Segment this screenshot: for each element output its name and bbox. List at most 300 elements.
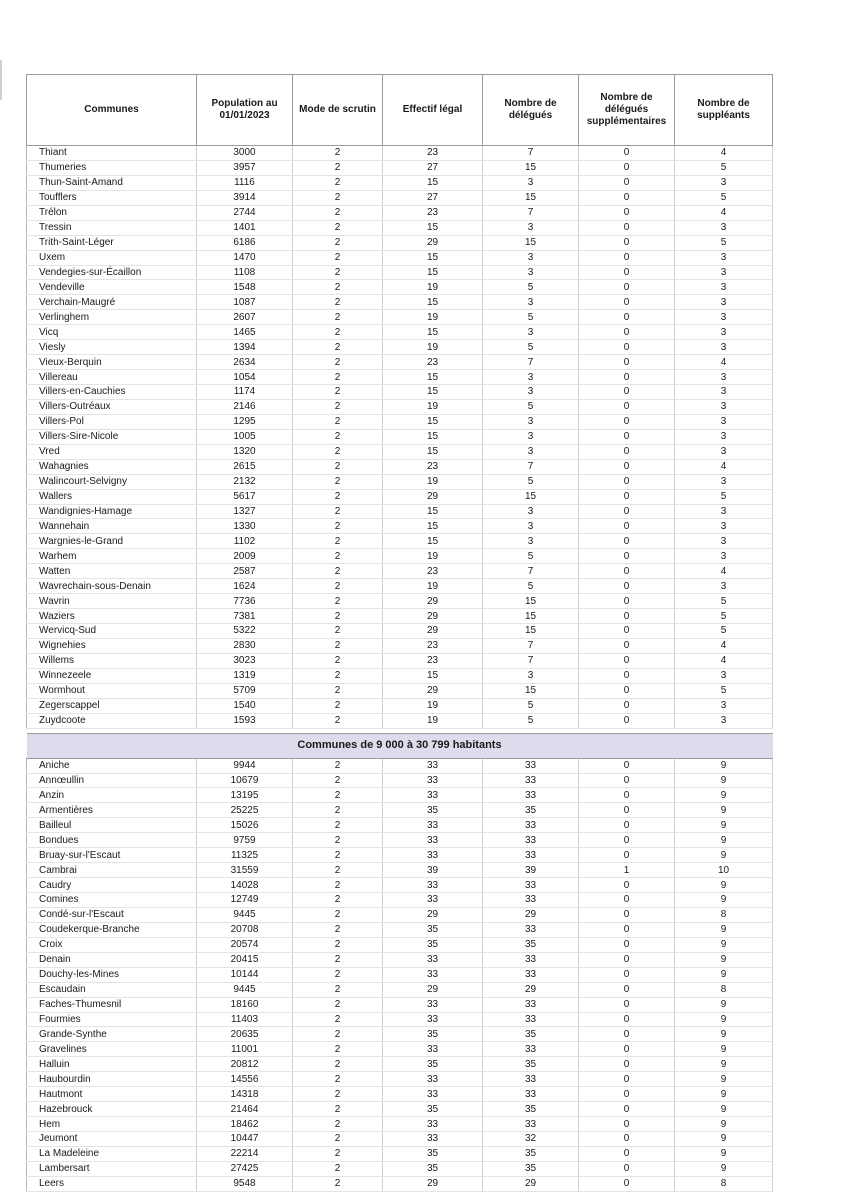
nombre-suppleants-cell: 4 — [675, 653, 773, 668]
population-cell: 1401 — [197, 220, 293, 235]
population-cell: 10679 — [197, 773, 293, 788]
nombre-suppleants-cell: 9 — [675, 1102, 773, 1117]
commune-name-cell: Coudekerque-Branche — [27, 922, 197, 937]
effectif-legal-cell: 29 — [383, 683, 483, 698]
mode-scrutin-cell: 2 — [293, 952, 383, 967]
nombre-delegues-cell: 3 — [483, 370, 579, 385]
mode-scrutin-cell: 2 — [293, 399, 383, 414]
population-cell: 2634 — [197, 355, 293, 370]
nombre-delegues-cell: 3 — [483, 175, 579, 190]
nombre-delegues-cell: 33 — [483, 893, 579, 908]
population-cell: 5617 — [197, 489, 293, 504]
nombre-delegues-cell: 35 — [483, 937, 579, 952]
nombre-suppleants-cell: 3 — [675, 250, 773, 265]
delegues-supplementaires-cell: 0 — [579, 1072, 675, 1087]
nombre-suppleants-cell: 9 — [675, 878, 773, 893]
effectif-legal-cell: 33 — [383, 1117, 483, 1132]
population-cell: 1540 — [197, 698, 293, 713]
mode-scrutin-cell: 2 — [293, 788, 383, 803]
delegues-supplementaires-cell: 0 — [579, 713, 675, 728]
nombre-delegues-cell: 33 — [483, 1042, 579, 1057]
nombre-suppleants-cell: 3 — [675, 444, 773, 459]
population-cell: 9445 — [197, 907, 293, 922]
mode-scrutin-cell: 2 — [293, 429, 383, 444]
commune-name-cell: Thiant — [27, 146, 197, 161]
nombre-suppleants-cell: 3 — [675, 698, 773, 713]
commune-name-cell: Vendegies-sur-Écaillon — [27, 265, 197, 280]
nombre-delegues-cell: 29 — [483, 907, 579, 922]
delegues-supplementaires-cell: 0 — [579, 668, 675, 683]
commune-name-cell: Wavrin — [27, 594, 197, 609]
nombre-delegues-cell: 3 — [483, 325, 579, 340]
population-cell: 2587 — [197, 564, 293, 579]
mode-scrutin-cell: 2 — [293, 474, 383, 489]
delegues-supplementaires-cell: 0 — [579, 399, 675, 414]
delegues-supplementaires-cell: 0 — [579, 340, 675, 355]
effectif-legal-cell: 19 — [383, 474, 483, 489]
nombre-delegues-cell: 3 — [483, 385, 579, 400]
delegues-supplementaires-cell: 0 — [579, 653, 675, 668]
commune-name-cell: Wandignies-Hamage — [27, 504, 197, 519]
commune-name-cell: Villers-Outréaux — [27, 399, 197, 414]
nombre-delegues-cell: 33 — [483, 997, 579, 1012]
population-cell: 2607 — [197, 310, 293, 325]
nombre-delegues-cell: 33 — [483, 1087, 579, 1102]
effectif-legal-cell: 33 — [383, 833, 483, 848]
commune-name-cell: Bailleul — [27, 818, 197, 833]
population-cell: 5709 — [197, 683, 293, 698]
nombre-delegues-cell: 5 — [483, 399, 579, 414]
commune-name-cell: Jeumont — [27, 1132, 197, 1147]
nombre-delegues-cell: 33 — [483, 952, 579, 967]
mode-scrutin-cell: 2 — [293, 146, 383, 161]
nombre-delegues-cell: 33 — [483, 1072, 579, 1087]
table-row — [27, 683, 773, 698]
commune-name-cell: Wargnies-le-Grand — [27, 534, 197, 549]
table-row — [27, 922, 773, 937]
nombre-delegues-cell: 15 — [483, 609, 579, 624]
nombre-suppleants-cell: 3 — [675, 175, 773, 190]
effectif-legal-cell: 15 — [383, 265, 483, 280]
nombre-suppleants-cell: 3 — [675, 414, 773, 429]
table-row — [27, 653, 773, 668]
header-delegues-supplementaires: Nombre de délégués supplémentaires — [579, 75, 675, 146]
table-row — [27, 833, 773, 848]
section-header-row — [27, 733, 773, 758]
delegues-supplementaires-cell: 0 — [579, 295, 675, 310]
table-row — [27, 504, 773, 519]
nombre-delegues-cell: 33 — [483, 878, 579, 893]
commune-name-cell: Croix — [27, 937, 197, 952]
effectif-legal-cell: 19 — [383, 579, 483, 594]
effectif-legal-cell: 15 — [383, 175, 483, 190]
delegues-supplementaires-cell: 0 — [579, 803, 675, 818]
nombre-delegues-cell: 33 — [483, 773, 579, 788]
population-cell: 1005 — [197, 429, 293, 444]
header-effectif-legal: Effectif légal — [383, 75, 483, 146]
delegues-supplementaires-cell: 0 — [579, 818, 675, 833]
mode-scrutin-cell: 2 — [293, 937, 383, 952]
effectif-legal-cell: 29 — [383, 489, 483, 504]
mode-scrutin-cell: 2 — [293, 833, 383, 848]
header-population: Population au 01/01/2023 — [197, 75, 293, 146]
effectif-legal-cell: 23 — [383, 653, 483, 668]
nombre-suppleants-cell: 3 — [675, 579, 773, 594]
nombre-suppleants-cell: 9 — [675, 1161, 773, 1176]
nombre-delegues-cell: 5 — [483, 549, 579, 564]
table-row — [27, 668, 773, 683]
table-body-small-communes — [27, 146, 773, 729]
effectif-legal-cell: 39 — [383, 863, 483, 878]
nombre-suppleants-cell: 5 — [675, 624, 773, 639]
commune-name-cell: Lambersart — [27, 1161, 197, 1176]
effectif-legal-cell: 33 — [383, 1087, 483, 1102]
mode-scrutin-cell: 2 — [293, 609, 383, 624]
delegues-supplementaires-cell: 0 — [579, 1042, 675, 1057]
effectif-legal-cell: 35 — [383, 1161, 483, 1176]
nombre-delegues-cell: 15 — [483, 235, 579, 250]
table-row — [27, 594, 773, 609]
commune-name-cell: Fourmies — [27, 1012, 197, 1027]
delegues-supplementaires-cell: 0 — [579, 1161, 675, 1176]
commune-name-cell: Verchain-Maugré — [27, 295, 197, 310]
commune-name-cell: Wallers — [27, 489, 197, 504]
table-row — [27, 788, 773, 803]
population-cell: 6186 — [197, 235, 293, 250]
delegues-supplementaires-cell: 0 — [579, 609, 675, 624]
nombre-suppleants-cell: 9 — [675, 803, 773, 818]
effectif-legal-cell: 33 — [383, 997, 483, 1012]
table-row — [27, 519, 773, 534]
mode-scrutin-cell: 2 — [293, 758, 383, 773]
table-row — [27, 444, 773, 459]
nombre-suppleants-cell: 9 — [675, 1087, 773, 1102]
delegues-supplementaires-cell: 0 — [579, 937, 675, 952]
commune-name-cell: Annœullin — [27, 773, 197, 788]
population-cell: 11403 — [197, 1012, 293, 1027]
mode-scrutin-cell: 2 — [293, 295, 383, 310]
commune-name-cell: Aniche — [27, 758, 197, 773]
delegues-supplementaires-cell: 0 — [579, 414, 675, 429]
table-row — [27, 325, 773, 340]
nombre-delegues-cell: 15 — [483, 160, 579, 175]
nombre-suppleants-cell: 4 — [675, 146, 773, 161]
effectif-legal-cell: 35 — [383, 937, 483, 952]
nombre-suppleants-cell: 9 — [675, 952, 773, 967]
nombre-delegues-cell: 5 — [483, 474, 579, 489]
effectif-legal-cell: 33 — [383, 1042, 483, 1057]
table-row — [27, 474, 773, 489]
effectif-legal-cell: 27 — [383, 190, 483, 205]
delegues-supplementaires-cell: 0 — [579, 594, 675, 609]
commune-name-cell: Cambrai — [27, 863, 197, 878]
delegues-supplementaires-cell: 0 — [579, 519, 675, 534]
mode-scrutin-cell: 2 — [293, 280, 383, 295]
table-row — [27, 414, 773, 429]
population-cell: 9944 — [197, 758, 293, 773]
mode-scrutin-cell: 2 — [293, 698, 383, 713]
nombre-delegues-cell: 15 — [483, 489, 579, 504]
nombre-suppleants-cell: 9 — [675, 1072, 773, 1087]
population-cell: 1087 — [197, 295, 293, 310]
commune-name-cell: Denain — [27, 952, 197, 967]
effectif-legal-cell: 29 — [383, 982, 483, 997]
table-row — [27, 579, 773, 594]
table-row — [27, 355, 773, 370]
nombre-delegues-cell: 5 — [483, 310, 579, 325]
population-cell: 1548 — [197, 280, 293, 295]
nombre-delegues-cell: 3 — [483, 668, 579, 683]
nombre-suppleants-cell: 3 — [675, 668, 773, 683]
population-cell: 18160 — [197, 997, 293, 1012]
nombre-suppleants-cell: 4 — [675, 355, 773, 370]
population-cell: 1108 — [197, 265, 293, 280]
effectif-legal-cell: 27 — [383, 160, 483, 175]
table-row — [27, 893, 773, 908]
delegues-supplementaires-cell: 0 — [579, 1027, 675, 1042]
page-edge-mark — [0, 60, 2, 100]
effectif-legal-cell: 33 — [383, 893, 483, 908]
commune-name-cell: La Madeleine — [27, 1146, 197, 1161]
delegues-supplementaires-cell: 0 — [579, 952, 675, 967]
delegues-supplementaires-cell: 0 — [579, 1057, 675, 1072]
nombre-delegues-cell: 33 — [483, 848, 579, 863]
delegues-supplementaires-cell: 0 — [579, 758, 675, 773]
commune-name-cell: Gravelines — [27, 1042, 197, 1057]
nombre-suppleants-cell: 9 — [675, 848, 773, 863]
nombre-suppleants-cell: 9 — [675, 758, 773, 773]
table-row — [27, 878, 773, 893]
delegues-supplementaires-cell: 0 — [579, 385, 675, 400]
header-communes: Communes — [27, 75, 197, 146]
mode-scrutin-cell: 2 — [293, 385, 383, 400]
nombre-delegues-cell: 33 — [483, 788, 579, 803]
population-cell: 18462 — [197, 1117, 293, 1132]
nombre-delegues-cell: 3 — [483, 295, 579, 310]
table-row — [27, 1057, 773, 1072]
table-row — [27, 1087, 773, 1102]
mode-scrutin-cell: 2 — [293, 653, 383, 668]
effectif-legal-cell: 29 — [383, 594, 483, 609]
commune-name-cell: Hazebrouck — [27, 1102, 197, 1117]
effectif-legal-cell: 33 — [383, 818, 483, 833]
delegues-supplementaires-cell: 0 — [579, 1087, 675, 1102]
delegues-supplementaires-cell: 0 — [579, 833, 675, 848]
nombre-suppleants-cell: 9 — [675, 997, 773, 1012]
effectif-legal-cell: 19 — [383, 280, 483, 295]
commune-name-cell: Walincourt-Selvigny — [27, 474, 197, 489]
effectif-legal-cell: 33 — [383, 758, 483, 773]
nombre-suppleants-cell: 3 — [675, 549, 773, 564]
nombre-suppleants-cell: 4 — [675, 564, 773, 579]
delegues-supplementaires-cell: 0 — [579, 534, 675, 549]
commune-name-cell: Wervicq-Sud — [27, 624, 197, 639]
commune-name-cell: Wignehies — [27, 638, 197, 653]
mode-scrutin-cell: 2 — [293, 534, 383, 549]
nombre-delegues-cell: 35 — [483, 1161, 579, 1176]
table-row — [27, 1027, 773, 1042]
population-cell: 20635 — [197, 1027, 293, 1042]
table-row — [27, 1117, 773, 1132]
effectif-legal-cell: 15 — [383, 370, 483, 385]
delegues-supplementaires-cell: 0 — [579, 370, 675, 385]
section-header-group — [27, 728, 773, 758]
nombre-delegues-cell: 33 — [483, 1117, 579, 1132]
mode-scrutin-cell: 2 — [293, 1027, 383, 1042]
nombre-delegues-cell: 35 — [483, 1146, 579, 1161]
population-cell: 5322 — [197, 624, 293, 639]
mode-scrutin-cell: 2 — [293, 997, 383, 1012]
nombre-suppleants-cell: 3 — [675, 340, 773, 355]
mode-scrutin-cell: 2 — [293, 907, 383, 922]
nombre-delegues-cell: 35 — [483, 1057, 579, 1072]
nombre-delegues-cell: 35 — [483, 1027, 579, 1042]
delegues-supplementaires-cell: 0 — [579, 1117, 675, 1132]
nombre-delegues-cell: 5 — [483, 340, 579, 355]
population-cell: 1320 — [197, 444, 293, 459]
mode-scrutin-cell: 2 — [293, 235, 383, 250]
delegues-supplementaires-cell: 0 — [579, 683, 675, 698]
commune-name-cell: Faches-Thumesnil — [27, 997, 197, 1012]
mode-scrutin-cell: 2 — [293, 982, 383, 997]
nombre-suppleants-cell: 3 — [675, 265, 773, 280]
nombre-delegues-cell: 3 — [483, 444, 579, 459]
table-row — [27, 818, 773, 833]
population-cell: 14028 — [197, 878, 293, 893]
delegates-table-container — [26, 74, 772, 1192]
table-row — [27, 967, 773, 982]
commune-name-cell: Uxem — [27, 250, 197, 265]
population-cell: 21464 — [197, 1102, 293, 1117]
mode-scrutin-cell: 2 — [293, 504, 383, 519]
population-cell: 1102 — [197, 534, 293, 549]
population-cell: 1465 — [197, 325, 293, 340]
table-row — [27, 848, 773, 863]
nombre-suppleants-cell: 3 — [675, 280, 773, 295]
mode-scrutin-cell: 2 — [293, 893, 383, 908]
mode-scrutin-cell: 2 — [293, 564, 383, 579]
mode-scrutin-cell: 2 — [293, 1161, 383, 1176]
nombre-delegues-cell: 33 — [483, 1012, 579, 1027]
population-cell: 14556 — [197, 1072, 293, 1087]
delegues-supplementaires-cell: 0 — [579, 997, 675, 1012]
delegues-supplementaires-cell: 0 — [579, 489, 675, 504]
delegues-supplementaires-cell: 0 — [579, 1012, 675, 1027]
effectif-legal-cell: 33 — [383, 952, 483, 967]
nombre-suppleants-cell: 9 — [675, 967, 773, 982]
mode-scrutin-cell: 2 — [293, 444, 383, 459]
nombre-delegues-cell: 3 — [483, 265, 579, 280]
commune-name-cell: Escaudain — [27, 982, 197, 997]
delegues-supplementaires-cell: 0 — [579, 1132, 675, 1147]
table-row — [27, 250, 773, 265]
nombre-delegues-cell: 3 — [483, 534, 579, 549]
mode-scrutin-cell: 2 — [293, 1042, 383, 1057]
commune-name-cell: Bondues — [27, 833, 197, 848]
population-cell: 1593 — [197, 713, 293, 728]
effectif-legal-cell: 33 — [383, 1072, 483, 1087]
nombre-delegues-cell: 3 — [483, 504, 579, 519]
mode-scrutin-cell: 2 — [293, 1176, 383, 1191]
effectif-legal-cell: 19 — [383, 549, 483, 564]
nombre-suppleants-cell: 9 — [675, 922, 773, 937]
delegues-supplementaires-cell: 0 — [579, 504, 675, 519]
population-cell: 1174 — [197, 385, 293, 400]
nombre-suppleants-cell: 9 — [675, 1146, 773, 1161]
table-row — [27, 997, 773, 1012]
effectif-legal-cell: 15 — [383, 220, 483, 235]
effectif-legal-cell: 35 — [383, 803, 483, 818]
commune-name-cell: Halluin — [27, 1057, 197, 1072]
population-cell: 7736 — [197, 594, 293, 609]
table-row — [27, 295, 773, 310]
commune-name-cell: Zegerscappel — [27, 698, 197, 713]
nombre-delegues-cell: 5 — [483, 579, 579, 594]
effectif-legal-cell: 19 — [383, 340, 483, 355]
table-row — [27, 340, 773, 355]
table-row — [27, 758, 773, 773]
delegues-supplementaires-cell: 0 — [579, 146, 675, 161]
delegues-supplementaires-cell: 0 — [579, 773, 675, 788]
nombre-suppleants-cell: 5 — [675, 160, 773, 175]
delegues-supplementaires-cell: 0 — [579, 429, 675, 444]
nombre-suppleants-cell: 3 — [675, 220, 773, 235]
effectif-legal-cell: 33 — [383, 1012, 483, 1027]
nombre-suppleants-cell: 4 — [675, 638, 773, 653]
header-nombre-delegues: Nombre de délégués — [483, 75, 579, 146]
mode-scrutin-cell: 2 — [293, 370, 383, 385]
table-row — [27, 235, 773, 250]
mode-scrutin-cell: 2 — [293, 668, 383, 683]
effectif-legal-cell: 35 — [383, 1146, 483, 1161]
table-row — [27, 160, 773, 175]
population-cell: 2830 — [197, 638, 293, 653]
population-cell: 1470 — [197, 250, 293, 265]
commune-name-cell: Viesly — [27, 340, 197, 355]
table-row — [27, 624, 773, 639]
effectif-legal-cell: 35 — [383, 922, 483, 937]
delegues-supplementaires-cell: 0 — [579, 444, 675, 459]
nombre-suppleants-cell: 3 — [675, 399, 773, 414]
population-cell: 2009 — [197, 549, 293, 564]
effectif-legal-cell: 33 — [383, 788, 483, 803]
nombre-delegues-cell: 7 — [483, 459, 579, 474]
delegues-supplementaires-cell: 0 — [579, 907, 675, 922]
mode-scrutin-cell: 2 — [293, 624, 383, 639]
population-cell: 2132 — [197, 474, 293, 489]
commune-name-cell: Toufflers — [27, 190, 197, 205]
mode-scrutin-cell: 2 — [293, 340, 383, 355]
table-row — [27, 265, 773, 280]
mode-scrutin-cell: 2 — [293, 803, 383, 818]
table-row — [27, 638, 773, 653]
commune-name-cell: Vred — [27, 444, 197, 459]
delegues-supplementaires-cell: 0 — [579, 205, 675, 220]
mode-scrutin-cell: 2 — [293, 220, 383, 235]
commune-name-cell: Wannehain — [27, 519, 197, 534]
mode-scrutin-cell: 2 — [293, 1072, 383, 1087]
population-cell: 2146 — [197, 399, 293, 414]
mode-scrutin-cell: 2 — [293, 878, 383, 893]
population-cell: 25225 — [197, 803, 293, 818]
nombre-delegues-cell: 35 — [483, 803, 579, 818]
commune-name-cell: Comines — [27, 893, 197, 908]
population-cell: 9548 — [197, 1176, 293, 1191]
effectif-legal-cell: 33 — [383, 773, 483, 788]
mode-scrutin-cell: 2 — [293, 594, 383, 609]
table-row — [27, 564, 773, 579]
nombre-suppleants-cell: 5 — [675, 609, 773, 624]
